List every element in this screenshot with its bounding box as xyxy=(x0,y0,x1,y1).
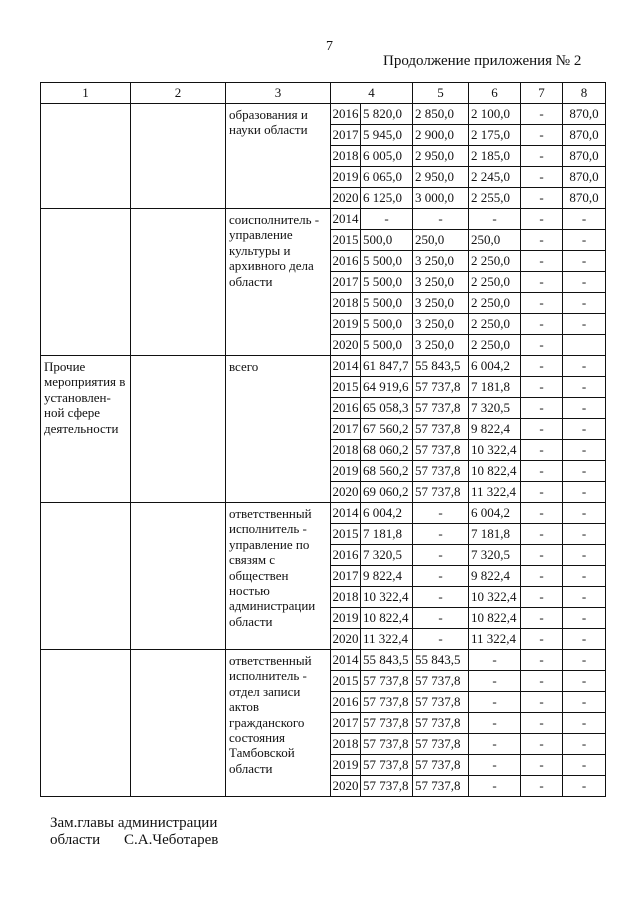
table-cell-col8-value: - xyxy=(563,545,606,566)
table-cell-col4-total: 57 737,8 xyxy=(361,734,413,755)
header-col-8: 8 xyxy=(563,83,606,104)
table-cell-col4-total: 69 060,2 xyxy=(361,482,413,503)
group-col1-cell xyxy=(41,356,131,503)
table-cell-col4-total: 500,0 xyxy=(361,230,413,251)
table-cell-year: 2017 xyxy=(331,125,361,146)
table-cell-col8-value: - xyxy=(563,650,606,671)
cell-text-line: гражданского xyxy=(229,714,305,730)
table-cell-col6-value: 2 250,0 xyxy=(469,314,521,335)
table-cell-col5-value: 2 900,0 xyxy=(413,125,469,146)
table-cell-year: 2018 xyxy=(331,440,361,461)
table-cell-year: 2017 xyxy=(331,272,361,293)
table-cell-year: 2014 xyxy=(331,356,361,377)
table-cell-col5-value: - xyxy=(413,629,469,650)
table-cell-col7-value: - xyxy=(521,335,563,356)
table-cell-col8-value: - xyxy=(563,566,606,587)
table-header-row xyxy=(41,83,606,104)
cell-text-line: Прочие xyxy=(44,359,86,374)
table-cell-col6-value: 9 822,4 xyxy=(469,419,521,440)
table-cell-col8-value: 870,0 xyxy=(563,104,606,125)
table-cell-col6-value: 250,0 xyxy=(469,230,521,251)
table-cell-col5-value: 57 737,8 xyxy=(413,482,469,503)
page-number: 7 xyxy=(326,39,333,54)
table-cell-col7-value: - xyxy=(521,293,563,314)
table-cell-col6-value: 2 250,0 xyxy=(469,293,521,314)
header-col-4: 4 xyxy=(331,83,413,104)
header-col-7: 7 xyxy=(521,83,563,104)
table-cell-col6-value: 10 322,4 xyxy=(469,587,521,608)
table-cell-col7-value: - xyxy=(521,146,563,167)
table-cell-col7-value: - xyxy=(521,461,563,482)
table-cell-col6-value: 10 322,4 xyxy=(469,440,521,461)
group-col1-cell xyxy=(41,209,131,356)
table-cell-col8-value: 870,0 xyxy=(563,146,606,167)
table-cell-col5-value: 3 000,0 xyxy=(413,188,469,209)
table-cell-col4-total: 10 322,4 xyxy=(361,587,413,608)
table-cell-col8-value: - xyxy=(563,524,606,545)
table-cell-col7-value: - xyxy=(521,776,563,797)
group-col3-cell xyxy=(226,356,331,503)
cell-text-line: науки области xyxy=(229,122,308,138)
table-cell-col7-value: - xyxy=(521,545,563,566)
signatory-region: области xyxy=(50,832,101,848)
table-row xyxy=(41,503,606,524)
table-cell-col7-value: - xyxy=(521,167,563,188)
table-cell-col6-value: 2 250,0 xyxy=(469,335,521,356)
table-cell-year: 2014 xyxy=(331,209,361,230)
group-col3-cell xyxy=(226,503,331,650)
table-cell-col4-total: 5 500,0 xyxy=(361,335,413,356)
cell-text-line: архивного дела xyxy=(229,258,314,274)
table-cell-col7-value: - xyxy=(521,734,563,755)
table-cell-year: 2018 xyxy=(331,293,361,314)
table-cell-col5-value: 55 843,5 xyxy=(413,650,469,671)
table-cell-col5-value: 57 737,8 xyxy=(413,734,469,755)
table-cell-col7-value: - xyxy=(521,419,563,440)
cell-text-line: управление по xyxy=(229,536,310,552)
table-cell-col5-value: 2 950,0 xyxy=(413,167,469,188)
budget-table xyxy=(40,82,606,797)
table-cell-col6-value: 2 245,0 xyxy=(469,167,521,188)
table-cell-col4-total: 68 060,2 xyxy=(361,440,413,461)
table-cell-col7-value: - xyxy=(521,524,563,545)
table-cell-col6-value: 7 320,5 xyxy=(469,398,521,419)
header-col-2: 2 xyxy=(131,83,226,104)
table-cell-col5-value: 2 850,0 xyxy=(413,104,469,125)
group-col3-cell xyxy=(226,650,331,797)
table-cell-col5-value: 3 250,0 xyxy=(413,251,469,272)
cell-text-line: связям с xyxy=(229,552,276,568)
table-cell-col7-value: - xyxy=(521,188,563,209)
table-cell-col8-value: - xyxy=(563,419,606,440)
table-cell-col7-value: - xyxy=(521,608,563,629)
table-cell-col7-value: - xyxy=(521,440,563,461)
cell-text-line: мероприятия в xyxy=(44,374,126,390)
signatory-title: Зам.главы администрации xyxy=(50,815,218,831)
cell-text-line: состояния xyxy=(229,730,285,746)
table-body xyxy=(41,104,606,797)
table-cell-col8-value: - xyxy=(563,314,606,335)
table-cell-col8-value: - xyxy=(563,230,606,251)
table-cell-col7-value: - xyxy=(521,209,563,230)
table-cell-col7-value: - xyxy=(521,713,563,734)
table-cell-col8-value xyxy=(563,335,606,356)
table-cell-col7-value: - xyxy=(521,503,563,524)
table-cell-col4-total: 57 737,8 xyxy=(361,755,413,776)
table-cell-year: 2019 xyxy=(331,755,361,776)
table-cell-col4-total: 11 322,4 xyxy=(361,629,413,650)
table-cell-year: 2014 xyxy=(331,650,361,671)
table-cell-year: 2020 xyxy=(331,629,361,650)
table-cell-col7-value: - xyxy=(521,230,563,251)
table-cell-col4-total: 6 005,0 xyxy=(361,146,413,167)
table-cell-col6-value: - xyxy=(469,209,521,230)
table-cell-col6-value: - xyxy=(469,713,521,734)
table-cell-col5-value: - xyxy=(413,503,469,524)
cell-text-line: исполнитель - xyxy=(229,668,307,684)
cell-text-line: соисполнитель - xyxy=(229,212,320,227)
table-cell-col7-value: - xyxy=(521,566,563,587)
cell-text-line: Тамбовской xyxy=(229,745,295,761)
table-cell-col5-value: 57 737,8 xyxy=(413,377,469,398)
table-cell-col8-value: - xyxy=(563,776,606,797)
table-cell-col5-value: 3 250,0 xyxy=(413,335,469,356)
table-cell-col6-value: - xyxy=(469,776,521,797)
table-cell-year: 2015 xyxy=(331,377,361,398)
cell-text-line: управление xyxy=(229,227,293,243)
header-col-1: 1 xyxy=(41,83,131,104)
cell-text-line: исполнитель - xyxy=(229,521,307,537)
table-cell-col6-value: 2 250,0 xyxy=(469,251,521,272)
table-cell-col8-value: - xyxy=(563,587,606,608)
table-cell-col6-value: 2 255,0 xyxy=(469,188,521,209)
table-cell-year: 2017 xyxy=(331,419,361,440)
table-cell-col4-total: 5 500,0 xyxy=(361,314,413,335)
cell-text-line: области xyxy=(229,760,273,776)
table-cell-col7-value: - xyxy=(521,251,563,272)
table-cell-col7-value: - xyxy=(521,629,563,650)
header-col-5: 5 xyxy=(413,83,469,104)
table-cell-col4-total: 10 822,4 xyxy=(361,608,413,629)
table-row xyxy=(41,104,606,125)
group-col2-cell xyxy=(131,104,226,209)
cell-text-line: деятельности xyxy=(44,420,119,436)
table-cell-col4-total: 55 843,5 xyxy=(361,650,413,671)
cell-text-line: ответственный xyxy=(229,506,312,521)
table-cell-col7-value: - xyxy=(521,125,563,146)
cell-text-line: культуры и xyxy=(229,242,291,258)
table-cell-col8-value: - xyxy=(563,356,606,377)
table-cell-col5-value: 250,0 xyxy=(413,230,469,251)
table-cell-year: 2020 xyxy=(331,482,361,503)
cell-text-line: ностью xyxy=(229,583,270,599)
table-cell-col4-total: 7 181,8 xyxy=(361,524,413,545)
table-cell-col7-value: - xyxy=(521,104,563,125)
table-cell-col6-value: 6 004,2 xyxy=(469,356,521,377)
table-cell-year: 2015 xyxy=(331,671,361,692)
table-cell-year: 2018 xyxy=(331,587,361,608)
appendix-continuation-title: Продолжение приложения № 2 xyxy=(383,53,582,69)
table-cell-col4-total: - xyxy=(361,209,413,230)
table-cell-col5-value: 57 737,8 xyxy=(413,440,469,461)
table-cell-col7-value: - xyxy=(521,650,563,671)
cell-text-line: актов xyxy=(229,699,260,715)
signatory-name: С.А.Чеботарев xyxy=(124,832,219,848)
group-col2-cell xyxy=(131,650,226,797)
cell-text-line: отдел записи xyxy=(229,683,301,699)
table-cell-col8-value: - xyxy=(563,734,606,755)
table-cell-col6-value: 10 822,4 xyxy=(469,461,521,482)
table-cell-col5-value: 3 250,0 xyxy=(413,272,469,293)
cell-text-line: всего xyxy=(229,359,259,374)
table-row xyxy=(41,356,606,377)
table-cell-col7-value: - xyxy=(521,314,563,335)
table-cell-col5-value: - xyxy=(413,566,469,587)
table-cell-col5-value: 57 737,8 xyxy=(413,398,469,419)
table-cell-year: 2020 xyxy=(331,335,361,356)
table-cell-col5-value: 57 737,8 xyxy=(413,713,469,734)
table-cell-col4-total: 65 058,3 xyxy=(361,398,413,419)
table-cell-col8-value: - xyxy=(563,692,606,713)
table-cell-year: 2016 xyxy=(331,692,361,713)
table-cell-col8-value: - xyxy=(563,713,606,734)
table-cell-year: 2020 xyxy=(331,776,361,797)
table-cell-col8-value: - xyxy=(563,272,606,293)
table-cell-year: 2015 xyxy=(331,230,361,251)
table-cell-col6-value: - xyxy=(469,755,521,776)
table-cell-col4-total: 5 500,0 xyxy=(361,272,413,293)
table-cell-col8-value: - xyxy=(563,398,606,419)
table-cell-col4-total: 5 820,0 xyxy=(361,104,413,125)
group-col1-cell xyxy=(41,650,131,797)
table-cell-col8-value: - xyxy=(563,293,606,314)
table-cell-col8-value: - xyxy=(563,629,606,650)
table-cell-year: 2016 xyxy=(331,398,361,419)
group-col3-cell xyxy=(226,209,331,356)
table-row xyxy=(41,209,606,230)
table-cell-year: 2018 xyxy=(331,146,361,167)
group-col1-cell xyxy=(41,503,131,650)
table-cell-col4-total: 7 320,5 xyxy=(361,545,413,566)
table-cell-col4-total: 6 065,0 xyxy=(361,167,413,188)
table-cell-col6-value: 2 250,0 xyxy=(469,272,521,293)
table-cell-year: 2017 xyxy=(331,566,361,587)
table-row xyxy=(41,650,606,671)
table-cell-col5-value: 2 950,0 xyxy=(413,146,469,167)
table-cell-year: 2019 xyxy=(331,608,361,629)
table-cell-col8-value: - xyxy=(563,755,606,776)
table-cell-col5-value: - xyxy=(413,209,469,230)
table-cell-col6-value: - xyxy=(469,671,521,692)
table-cell-col4-total: 57 737,8 xyxy=(361,671,413,692)
table-cell-col8-value: - xyxy=(563,440,606,461)
table-cell-col5-value: 3 250,0 xyxy=(413,314,469,335)
cell-text-line: установлен- xyxy=(44,389,111,405)
cell-text-line: образования и xyxy=(229,107,308,122)
table-cell-col6-value: 2 100,0 xyxy=(469,104,521,125)
table-cell-col5-value: 57 737,8 xyxy=(413,419,469,440)
table-cell-col8-value: - xyxy=(563,251,606,272)
cell-text-line: области xyxy=(229,613,273,629)
table-cell-col6-value: 11 322,4 xyxy=(469,629,521,650)
table-cell-col4-total: 61 847,7 xyxy=(361,356,413,377)
table-cell-year: 2019 xyxy=(331,314,361,335)
table-cell-col7-value: - xyxy=(521,356,563,377)
table-cell-year: 2018 xyxy=(331,734,361,755)
table-cell-col4-total: 6 125,0 xyxy=(361,188,413,209)
table-cell-col8-value: - xyxy=(563,482,606,503)
table-cell-year: 2016 xyxy=(331,104,361,125)
table-cell-col5-value: - xyxy=(413,608,469,629)
cell-text-line: администрации xyxy=(229,598,316,614)
table-cell-col7-value: - xyxy=(521,755,563,776)
table-cell-col6-value: 6 004,2 xyxy=(469,503,521,524)
table-cell-col7-value: - xyxy=(521,587,563,608)
table-cell-col8-value: - xyxy=(563,377,606,398)
table-cell-year: 2016 xyxy=(331,545,361,566)
table-cell-col4-total: 57 737,8 xyxy=(361,713,413,734)
table-cell-col8-value: - xyxy=(563,608,606,629)
table-cell-col6-value: 10 822,4 xyxy=(469,608,521,629)
group-col2-cell xyxy=(131,209,226,356)
table-cell-col4-total: 64 919,6 xyxy=(361,377,413,398)
table-cell-col7-value: - xyxy=(521,272,563,293)
table-cell-col5-value: 55 843,5 xyxy=(413,356,469,377)
table-cell-col5-value: 57 737,8 xyxy=(413,776,469,797)
cell-text-line: ответственный xyxy=(229,653,312,668)
table-cell-col4-total: 68 560,2 xyxy=(361,461,413,482)
table-cell-col6-value: 7 320,5 xyxy=(469,545,521,566)
table-cell-col5-value: 57 737,8 xyxy=(413,461,469,482)
table-cell-col8-value: - xyxy=(563,671,606,692)
table-cell-col5-value: 57 737,8 xyxy=(413,692,469,713)
table-cell-col6-value: 11 322,4 xyxy=(469,482,521,503)
table-cell-col4-total: 5 500,0 xyxy=(361,293,413,314)
group-col3-cell xyxy=(226,104,331,209)
table-cell-col8-value: 870,0 xyxy=(563,125,606,146)
table-cell-year: 2017 xyxy=(331,713,361,734)
group-col2-cell xyxy=(131,503,226,650)
table-cell-col8-value: - xyxy=(563,209,606,230)
table-cell-col5-value: 57 737,8 xyxy=(413,671,469,692)
table-cell-col4-total: 57 737,8 xyxy=(361,776,413,797)
table-cell-col6-value: - xyxy=(469,692,521,713)
table-cell-col4-total: 5 945,0 xyxy=(361,125,413,146)
table-cell-col4-total: 57 737,8 xyxy=(361,692,413,713)
table-cell-col4-total: 5 500,0 xyxy=(361,251,413,272)
cell-text-line: обществен xyxy=(229,567,289,583)
table-cell-col7-value: - xyxy=(521,671,563,692)
table-cell-col7-value: - xyxy=(521,692,563,713)
cell-text-line: области xyxy=(229,273,273,289)
group-col1-cell xyxy=(41,104,131,209)
table-cell-col6-value: 7 181,8 xyxy=(469,524,521,545)
table-cell-col6-value: 7 181,8 xyxy=(469,377,521,398)
table-cell-year: 2020 xyxy=(331,188,361,209)
table-cell-col4-total: 67 560,2 xyxy=(361,419,413,440)
table-cell-col4-total: 9 822,4 xyxy=(361,566,413,587)
table-cell-year: 2019 xyxy=(331,461,361,482)
table-cell-col5-value: - xyxy=(413,524,469,545)
cell-text-line: ной сфере xyxy=(44,405,101,421)
table-cell-col8-value: - xyxy=(563,461,606,482)
table-cell-col6-value: 2 175,0 xyxy=(469,125,521,146)
table-cell-col5-value: 3 250,0 xyxy=(413,293,469,314)
table-cell-col8-value: 870,0 xyxy=(563,167,606,188)
table-cell-col5-value: - xyxy=(413,587,469,608)
table-cell-col6-value: - xyxy=(469,650,521,671)
table-cell-year: 2014 xyxy=(331,503,361,524)
table-cell-col7-value: - xyxy=(521,482,563,503)
table-cell-col7-value: - xyxy=(521,398,563,419)
table-cell-year: 2019 xyxy=(331,167,361,188)
table-cell-year: 2015 xyxy=(331,524,361,545)
table-cell-col6-value: 2 185,0 xyxy=(469,146,521,167)
table-cell-col7-value: - xyxy=(521,377,563,398)
table-cell-col5-value: - xyxy=(413,545,469,566)
header-col-6: 6 xyxy=(469,83,521,104)
table-cell-col5-value: 57 737,8 xyxy=(413,755,469,776)
table-cell-col6-value: 9 822,4 xyxy=(469,566,521,587)
table-cell-col6-value: - xyxy=(469,734,521,755)
table-cell-col8-value: - xyxy=(563,503,606,524)
table-cell-col8-value: 870,0 xyxy=(563,188,606,209)
group-col2-cell xyxy=(131,356,226,503)
header-col-3: 3 xyxy=(226,83,331,104)
table-cell-year: 2016 xyxy=(331,251,361,272)
table-cell-col4-total: 6 004,2 xyxy=(361,503,413,524)
